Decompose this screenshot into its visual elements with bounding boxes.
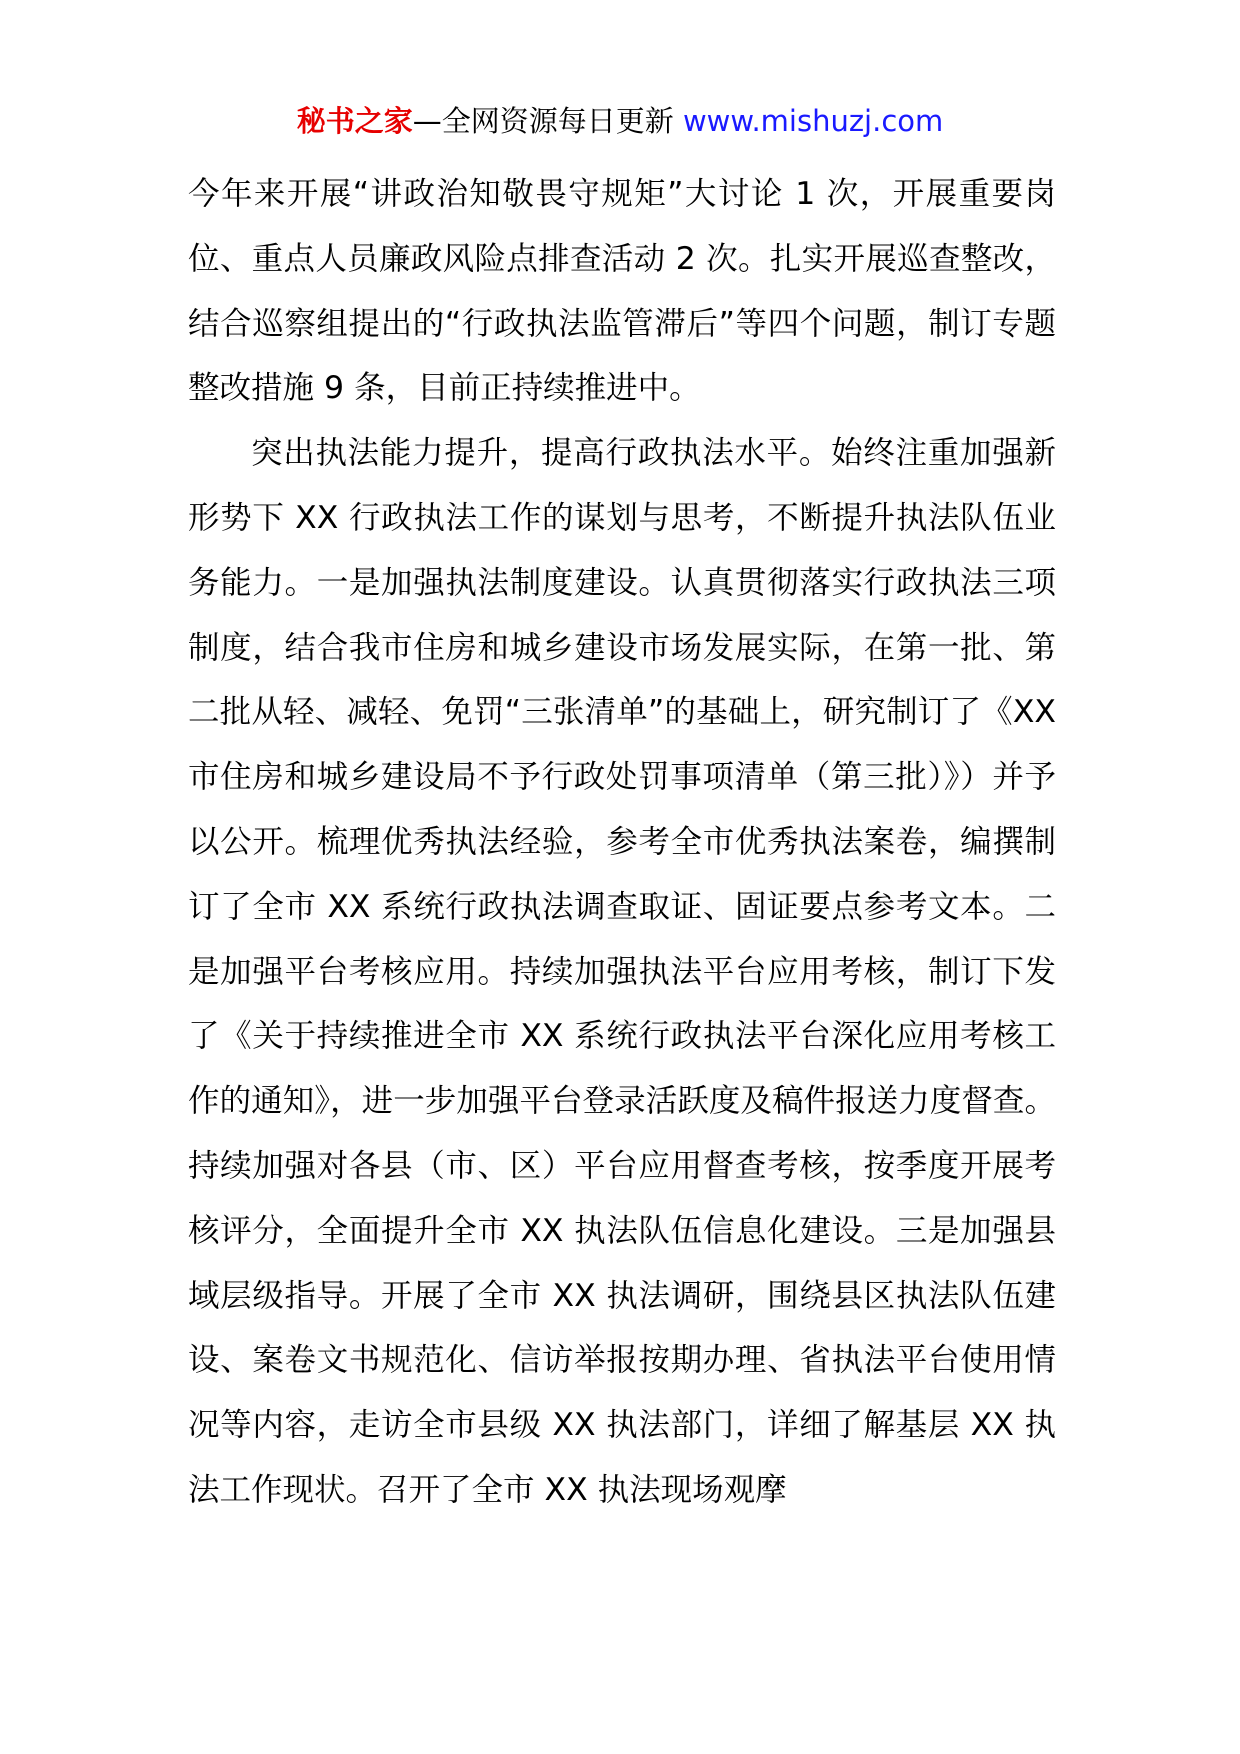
brand-name: 秘书之家 (296, 104, 413, 138)
document-body (188, 162, 1056, 1523)
page-header (0, 101, 1240, 141)
paragraph: 今年来开展“讲政治知敬畏守规矩”大讨论 1 次，开展重要岗位、重点人员廉政风险点排查活动 2 次。扎实开展巡查整改，结合巡察组提出的“行政执法监管滞后”等四个问题，制订专题整改措施 9 条，目前正持续推进中。 (188, 176, 1056, 407)
header-tagline: —全网资源每日更新 (412, 104, 674, 138)
website-link[interactable]: www.mishuzj.com (682, 104, 944, 138)
paragraph: 突出执法能力提升，提高行政执法水平。始终注重加强新形势下 XX 行政执法工作的谋划与思考，不断提升执法队伍业务能力。一是加强执法制度建设。认真贯彻落实行政执法三项制度，结合我市住房和城乡建设市场发展实际，在第一批、第二批从轻、减轻、免罚“三张清单”的基础上，研究制订了《XX 市住房和城乡建设局不予行政处罚事项清单（第三批）》）并予以公开。梳理优秀执法经验，参考全市优秀执法案卷，编撰制订了全市 XX 系统行政执法调查取证、固证要点参考文本。二是加强平台考核应用。持续加强执法平台应用考核，制订下发了《关于持续推进全市 XX 系统行政执法平台深化应用考核工作的通知》，进一步加强平台登录活跃度及稿件报送力度督查。持续加强对各县（市、区）平台应用督查考核，按季度开展考核评分，全面提升全市 XX 执法队伍信息化建设。三是加强县域层级指导。开展了全市 XX 执法调研，围绕县区执法队伍建设、案卷文书规范化、信访举报按期办理、省执法平台使用情况等内容，走访全市县级 XX 执法部门，详细了解基层 XX 执法工作现状。召开了全市 XX 执法现场观摩 (188, 435, 1056, 1508)
